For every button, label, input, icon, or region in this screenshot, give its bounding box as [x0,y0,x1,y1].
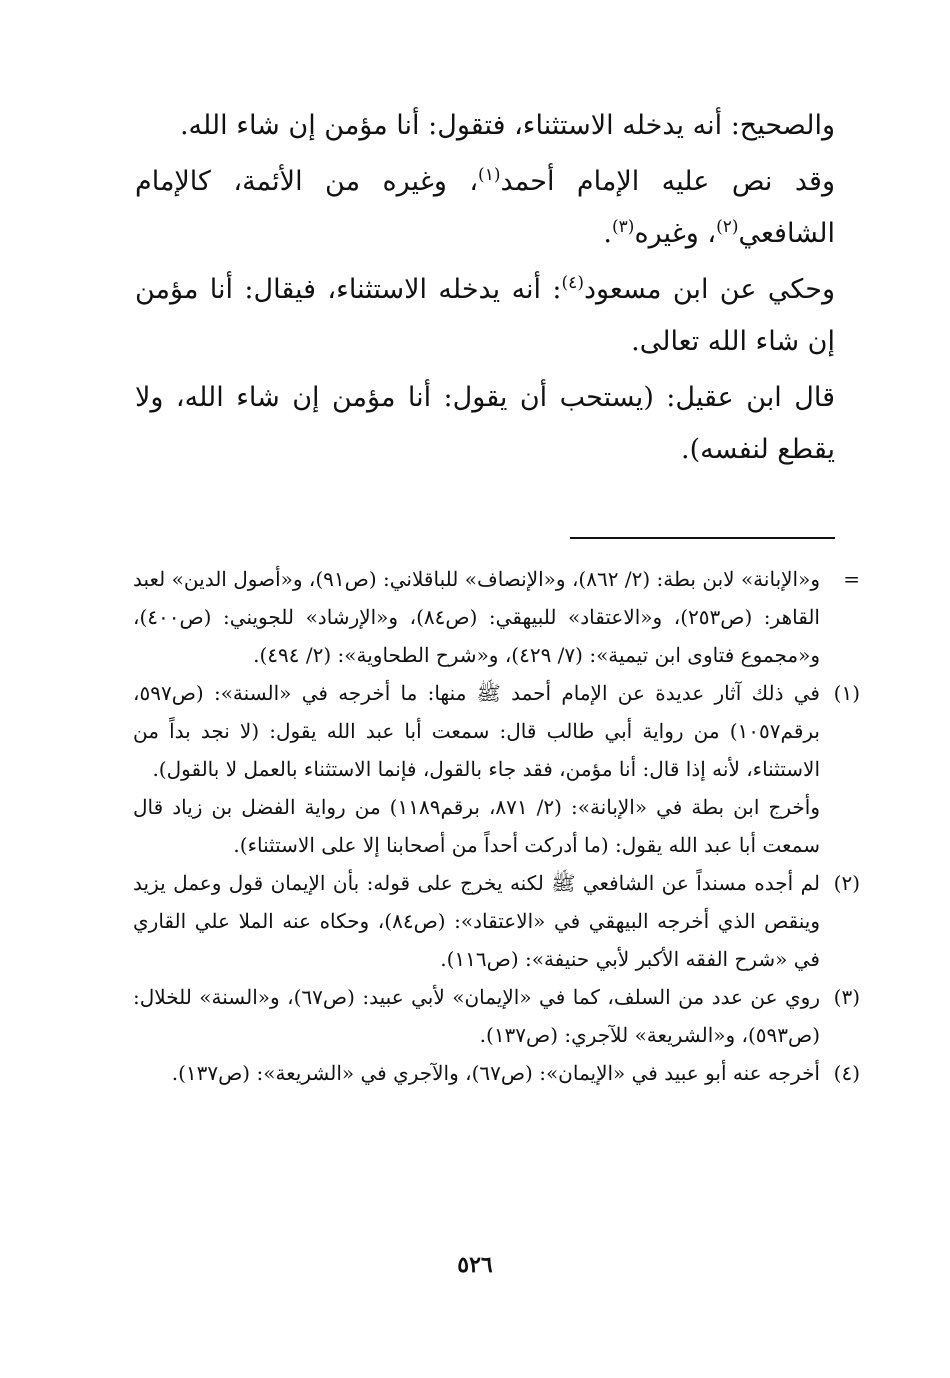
paragraph-2 [135,156,835,260]
paragraph-4: قال ابن عقيل: (يستحب أن يقول: أنا مؤمن إن شاء الله، ولا يقطع لنفسه). [135,382,835,465]
footnote-ref-3[interactable]: (٣) [612,217,635,237]
paragraph-2-part-d: . [603,218,613,249]
footnote-1-continuation: وأخرج ابن بطة في «الإبانة»: (٢/ ٨٧١، برقم١١٨٩) من رواية الفضل بن زياد قال سمعت أبا عبد الله يقول: (ما أدركت أحداً من أصحابنا إلا على الاستثناء). [133,795,820,857]
footnote-3-mark: (٣) [833,985,860,1009]
paragraph-3-part-b: : أنه يدخله الاستثناء، فيقال: أنا مؤمن إن شاء الله تعالى. [135,274,835,357]
footnote-ref-4[interactable]: (٤) [561,273,584,293]
footnote-1 [133,674,860,788]
footnote-4-mark: (٤) [833,1061,860,1085]
footnote-4 [133,1054,860,1092]
footnote-continuation [133,560,860,674]
page-number: ٥٢٦ [457,1252,493,1278]
footnote-4-text: أخرجه عنه أبو عبيد في «الإيمان»: (ص٦٧)، والآجري في «الشريعة»: (ص١٣٧). [171,1061,820,1085]
footnote-separator [570,537,835,539]
footnote-ref-2[interactable]: (٢) [716,217,739,237]
footnote-1-mark: (١) [833,681,860,705]
paragraph-3-part-a: وحكي عن ابن مسعود [583,274,835,305]
paragraph-1: والصحيح: أنه يدخله الاستثناء، فتقول: أنا مؤمن إن شاء الله. [179,110,835,141]
footnote-3-text: روي عن عدد من السلف، كما في «الإيمان» لأبي عبيد: (ص٦٧)، و«السنة» للخلال: (ص٥٩٣)، و«الشريعة» للآجري: (ص١٣٧). [133,985,821,1047]
footnote-continuation-mark: = [843,567,860,591]
footnote-ref-1[interactable]: (١) [478,165,501,185]
footnote-3 [133,978,860,1054]
paragraph-2-part-a: وقد نص عليه الإمام أحمد [500,166,835,197]
paragraph-2-part-b: ، وغيره من الأئمة، كالإمام الشافعي [135,166,835,249]
footnote-2-mark: (٢) [833,871,860,895]
footnotes [133,560,860,1092]
paragraph-2-part-c: ، وغيره [634,218,717,249]
footnote-2-text: لم أجده مسنداً عن الشافعي ﷺ لكنه يخرج على قوله: بأن الإيمان قول وعمل يزيد وينقص الذي أخرجه البيهقي في «الاعتقاد»: (ص٨٤)، وحكاه عنه الملا علي القاري في «شرح الفقه الأكبر لأبي حنيفة»: (ص١١٦). [133,871,821,971]
paragraph-3 [135,264,835,368]
footnote-continuation-text: و«الإبانة» لابن بطة: (٢/ ٨٦٢)، و«الإنصاف» للباقلاني: (ص٩١)، و«أصول الدين» لعبد القاهر: (ص٢٥٣)، و«الاعتقاد» للبيهقي: (ص٨٤)، و«الإرشاد» للجويني: (ص٤٠٠)، و«مجموع فتاوى ابن تيمية»: (٧/ ٤٢٩)، و«شرح الطحاوية»: (٢/ ٤٩٤). [133,567,820,667]
main-text [135,100,835,480]
footnote-1-text: في ذلك آثار عديدة عن الإمام أحمد ﷺ منها: ما أخرجه في «السنة»: (ص٥٩٧، برقم١٠٥٧) من رواية أبي طالب قال: سمعت أبا عبد الله يقول: (لا نجد بداً من الاستثناء، لأنه إذا قال: أنا مؤمن، فقد جاء بالقول، فإنما الاستثناء بالعمل لا بالقول). [133,681,820,781]
footnote-2 [133,864,860,978]
